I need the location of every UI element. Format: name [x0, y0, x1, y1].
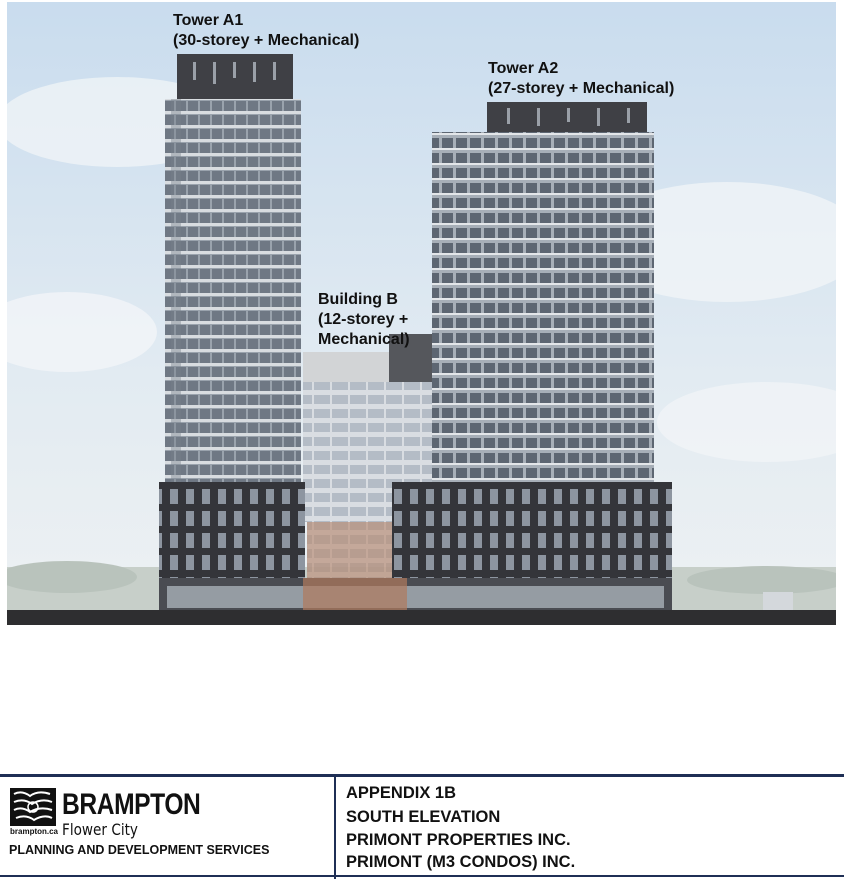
tower-a1-detail: (30-storey + Mechanical)	[173, 32, 360, 49]
owner-1: PRIMONT PROPERTIES INC.	[346, 831, 571, 849]
elevation-rendering	[7, 2, 836, 625]
logo-site: brampton.ca	[10, 827, 59, 836]
tower-a1-label	[173, 11, 359, 51]
owner-2: PRIMONT (M3 CONDOS) INC.	[346, 853, 576, 871]
footer-bottom-rule	[0, 875, 844, 877]
tower-a1-name: Tower A1	[173, 12, 244, 29]
tower-a1	[165, 54, 301, 499]
footer-top-rule	[0, 774, 844, 777]
podium	[159, 482, 672, 612]
elevation-illustration	[7, 2, 836, 625]
ground	[7, 610, 836, 625]
flower-emblem-icon	[10, 788, 56, 826]
elevation-title: SOUTH ELEVATION	[346, 808, 501, 826]
tower-a2-detail: (27-storey + Mechanical)	[488, 80, 675, 97]
tower-a2-name: Tower A2	[488, 60, 559, 77]
logo-tagline: Flower City	[62, 820, 138, 839]
tower-a2	[432, 102, 654, 492]
building-b-line2: (12-storey +	[318, 311, 409, 328]
building-b-line3: Mechanical)	[318, 331, 410, 348]
department-name: PLANNING AND DEVELOPMENT SERVICES	[9, 843, 270, 857]
footer-divider	[334, 777, 336, 879]
building-b-label	[318, 290, 410, 350]
tower-a2-label	[488, 59, 674, 99]
appendix-label: APPENDIX 1B	[346, 784, 457, 802]
logo-brand: BRAMPTON	[62, 788, 201, 821]
document-footer	[0, 774, 844, 879]
building-b-line1: Building B	[318, 291, 398, 308]
